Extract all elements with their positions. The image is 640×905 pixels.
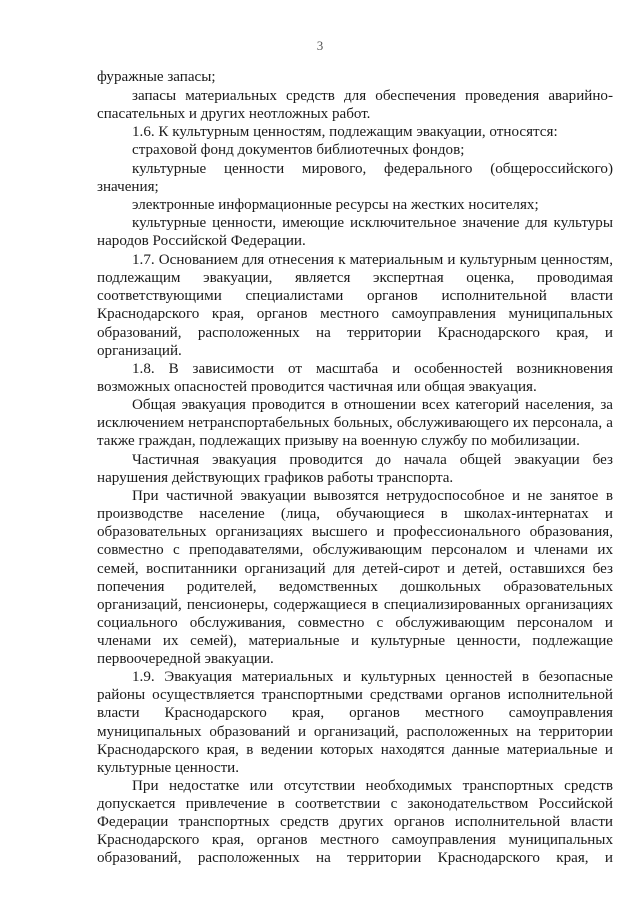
text-line: муниципальных образований и организаций, расположенных на территории: [97, 724, 613, 740]
text-line: Краснодарского края, органов местного самоуправления муниципальных: [97, 306, 613, 322]
page-number: 3: [316, 38, 324, 53]
text-line: При недостатке или отсутствии необходимых транспортных средств: [132, 778, 613, 794]
text-line: нарушения действующих графиков работы транспорта.: [97, 470, 454, 486]
text-line: страховой фонд документов библиотечных фондов;: [132, 142, 465, 158]
text-line: спасательных и других неотложных работ.: [97, 106, 371, 122]
text-line: совместно с преподавателями, обслуживающим персоналом и членами их: [97, 542, 613, 558]
text-line: Частичная эвакуация проводится до начала общей эвакуации без: [132, 452, 613, 468]
text-line: 1.8. В зависимости от масштаба и особенностей возникновения: [132, 361, 613, 377]
text-line: образований, расположенных на территории Краснодарского края, и: [97, 325, 613, 341]
text-line: культурные ценности мирового, федерального (общероссийского): [132, 161, 613, 177]
text-line: Краснодарского края, органов местного самоуправления муниципальных: [97, 832, 613, 848]
text-line: организаций.: [97, 343, 182, 359]
text-line: организаций, пенсионеры, содержащиеся в специализированных организациях: [97, 597, 613, 613]
text-line: исключением нетранспортабельных больных, обслуживающего их персонала, а: [97, 415, 613, 431]
text-line: значения;: [97, 179, 159, 195]
text-line: запасы материальных средств для обеспечения проведения аварийно-: [132, 88, 613, 104]
text-line: 1.6. К культурным ценностям, подлежащим эвакуации, относятся:: [132, 124, 558, 140]
text-line: При частичной эвакуации вывозятся нетрудоспособное и не занятое в: [132, 488, 613, 504]
text-line: образовательных организациях высшего и профессионального образования,: [97, 524, 613, 540]
text-line: попечения родителей, ведомственных дошкольных образовательных: [97, 579, 613, 595]
text-line: также граждан, подлежащих призыву на военную службу по мобилизации.: [97, 433, 580, 449]
text-line: допускается привлечение в соответствии с законодательством Российской: [97, 796, 613, 812]
text-line: Общая эвакуация проводится в отношении всех категорий населения, за: [132, 397, 613, 413]
text-line: социального обслуживания, совместно с обслуживающим персоналом и: [97, 615, 613, 631]
text-line: 1.7. Основанием для отнесения к материальным и культурным ценностям,: [132, 252, 613, 268]
text-line: культурные ценности, имеющие исключительное значение для культуры: [132, 215, 613, 231]
text-line: возможных опасностей проводится частичная или общая эвакуация.: [97, 379, 537, 395]
text-line: производстве население (лица, обучающиеся в школах-интернатах и: [97, 506, 613, 522]
text-line: Краснодарского края, в ведении которых находятся данные материальные и: [97, 742, 613, 758]
text-line: первоочередной эвакуации.: [97, 651, 274, 667]
text-line: 1.9. Эвакуация материальных и культурных ценностей в безопасные: [132, 669, 613, 685]
text-line: соответствующими специалистами органов исполнительной власти: [97, 288, 613, 304]
text-line: подлежащим эвакуации, является экспертная оценка, проводимая: [97, 270, 613, 286]
text-line: электронные информационные ресурсы на жестких носителях;: [132, 197, 539, 213]
text-line: народов Российской Федерации.: [97, 233, 306, 249]
text-line: семей, воспитанники организаций для детей-сирот и детей, оставшихся без: [97, 561, 613, 577]
text-line: культурные ценности.: [97, 760, 240, 776]
text-line: Федерации транспортных средств других органов исполнительной власти: [97, 814, 613, 830]
text-line: образований, расположенных на территории Краснодарского края, и: [97, 850, 613, 866]
text-line: членами их семей), материальные и культурные ценности, подлежащие: [97, 633, 613, 649]
text-line: власти Краснодарского края, органов местного самоуправления: [97, 705, 613, 721]
text-line: фуражные запасы;: [97, 69, 216, 85]
text-line: районы осуществляется транспортными средствами органов исполнительной: [97, 687, 613, 703]
